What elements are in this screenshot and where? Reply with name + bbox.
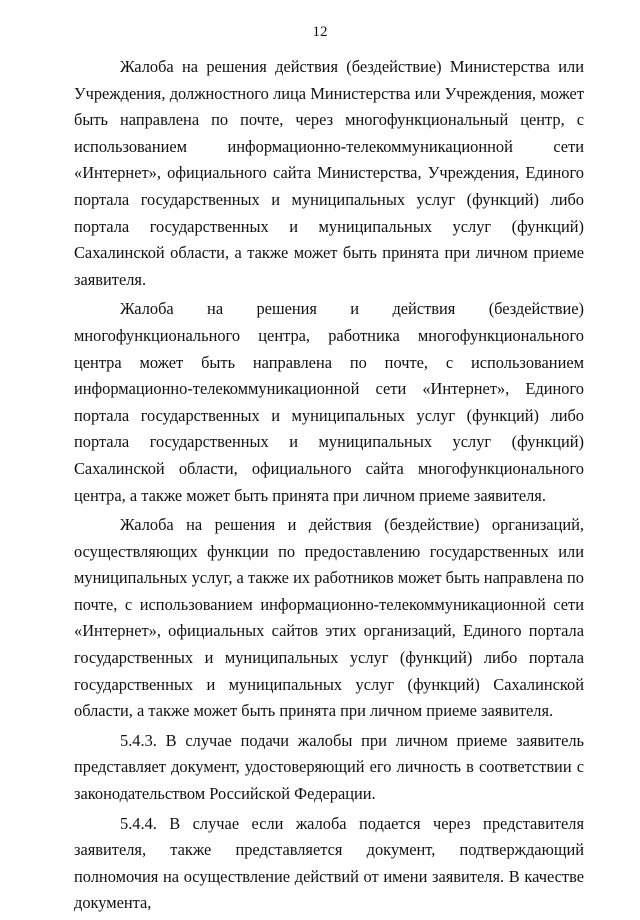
page-number: 12 bbox=[312, 24, 328, 40]
paragraph-complaint-ministry: Жалоба на решения действия (бездействие) Министерства или Учреждения, должностного лица Министерства или Учреждения, может быть направлена по почте, через многофункциональный центр, с использованием информационно-телекоммуникационной сети «Интернет», официального сайта Министерства, Учреждения, Единого портала государственных и муниципальных услуг (функций) либо портала государственных и муниципальных услуг (функций) Сахалинской области, а также может быть принята при личном приеме заявителя. bbox=[74, 57, 584, 289]
document-body bbox=[74, 54, 584, 920]
paragraph-complaint-organizations: Жалоба на решения и действия (бездействие) организаций, осуществляющих функции по предоставлению государственных или муниципальных услуг, а также их работников может быть направлена по почте, с использованием информационно-телекоммуникационной сети «Интернет», официальных сайтов этих организаций, Единого портала государственных и муниципальных услуг (функций) либо портала государственных и муниципальных услуг (функций) Сахалинской области, а также может быть принята при личном приеме заявителя. bbox=[74, 515, 584, 721]
paragraph-5-4-4: 5.4.4. В случае если жалоба подается через представителя заявителя, также представляется документ, подтверждающий полномочия на осуществление действий от имени заявителя. В качестве документа, bbox=[74, 813, 584, 913]
paragraph-5-4-3: 5.4.3. В случае подачи жалобы при личном приеме заявитель представляет документ, удостоверяющий его личность в соответствии с законодательством Российской Федерации. bbox=[74, 730, 584, 804]
paragraph-complaint-mfc: Жалоба на решения и действия (бездействие) многофункционального центра, работника многофункционального центра может быть направлена по почте, с использованием информационно-телекоммуникационной сети «Интернет», Единого портала государственных и муниципальных услуг (функций) либо портала государственных и муниципальных услуг (функций) Сахалинской области, официального сайта многофункционального центра, а также может быть принята при личном приеме заявителя. bbox=[74, 299, 584, 505]
